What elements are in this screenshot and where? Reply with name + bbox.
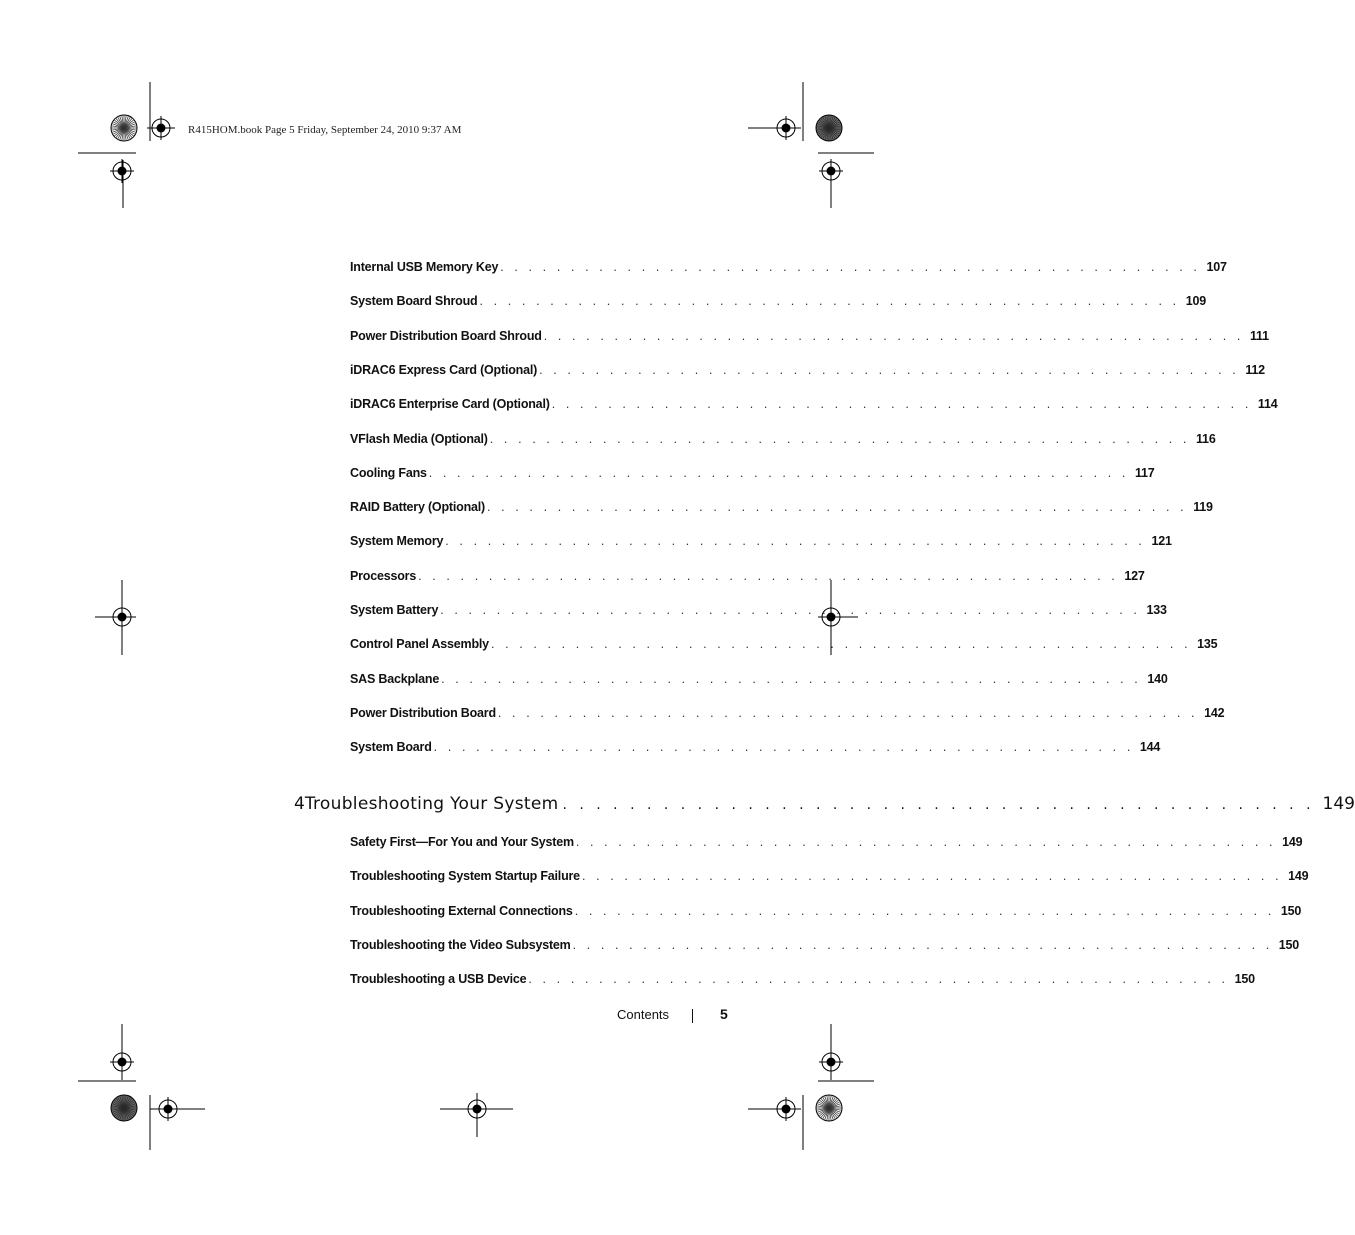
toc-entry[interactable] bbox=[350, 568, 1145, 587]
dot-leader: . . . . . . . . . . . . . . . . . . . . . . . . . . . . . . . . . . . . . . . . . . . . . . . . . . bbox=[418, 568, 1119, 583]
dot-leader: . . . . . . . . . . . . . . . . . . . . . . . . . . . . . . . . . . . . . . . . . . . . . . . . . . bbox=[487, 500, 1188, 515]
footer-page-number: 5 bbox=[720, 1006, 728, 1022]
dot-leader: . . . . . . . . . . . . . . . . . . . . . . . . . . . . . . . . . . . . . . . . . . . . . bbox=[562, 797, 1315, 813]
toc-entry-page: 116 bbox=[1196, 431, 1216, 446]
print-slug-line: R415HOM.book Page 5 Friday, September 24, 2010 9:37 AM bbox=[188, 124, 462, 136]
toc-entry[interactable] bbox=[350, 362, 1265, 381]
dot-leader: . . . . . . . . . . . . . . . . . . . . . . . . . . . . . . . . . . . . . . . . . . . . . . . . . . bbox=[528, 972, 1229, 987]
toc-entry[interactable] bbox=[350, 603, 1167, 621]
toc-entry-page: 107 bbox=[1206, 260, 1227, 274]
toc-entry-title: System Battery bbox=[350, 603, 439, 617]
toc-entry-page: 111 bbox=[1249, 328, 1269, 343]
dot-leader: . . . . . . . . . . . . . . . . . . . . . . . . . . . . . . . . . . . . . . . . . . . . . . . . . . bbox=[441, 671, 1142, 686]
toc-entry-title: System Board Shroud bbox=[350, 294, 478, 309]
dot-leader: . . . . . . . . . . . . . . . . . . . . . . . . . . . . . . . . . . . . . . . . . . . . . . . . . . bbox=[440, 603, 1141, 617]
toc-entry-title: Control Panel Assembly bbox=[350, 637, 489, 652]
toc-entry[interactable] bbox=[350, 500, 1213, 518]
toc-entry-page: 121 bbox=[1151, 534, 1172, 549]
dot-leader: . . . . . . . . . . . . . . . . . . . . . . . . . . . . . . . . . . . . . . . . . . . . . . . . . . bbox=[433, 740, 1134, 755]
toc-entry-title: System Memory bbox=[350, 534, 444, 549]
toc-entry[interactable] bbox=[350, 465, 1155, 484]
dot-leader: . . . . . . . . . . . . . . . . . . . . . . . . . . . . . . . . . . . . . . . . . . . . . . . . . . bbox=[551, 397, 1252, 412]
toc-entry-title: Power Distribution Board bbox=[350, 705, 496, 720]
chapter-title: Troubleshooting Your System bbox=[304, 794, 559, 814]
chapter-page: 149 bbox=[1322, 794, 1355, 814]
toc-entry-page: 140 bbox=[1147, 671, 1168, 686]
footer-section-label: Contents bbox=[617, 1007, 670, 1022]
toc-entry[interactable] bbox=[350, 705, 1225, 724]
toc-entry-page: 135 bbox=[1197, 637, 1218, 652]
dot-leader: . . . . . . . . . . . . . . . . . . . . . . . . . . . . . . . . . . . . . . . . . . . . . . . . . . bbox=[490, 637, 1192, 652]
dot-leader: . . . . . . . . . . . . . . . . . . . . . . . . . . . . . . . . . . . . . . . . . . . . . . . . . . bbox=[489, 431, 1190, 446]
dot-leader: . . . . . . . . . . . . . . . . . . . . . . . . . . . . . . . . . . . . . . . . . . . . . . . . . . bbox=[445, 534, 1146, 549]
toc-entry[interactable] bbox=[350, 294, 1206, 312]
toc-entry-title: iDRAC6 Enterprise Card (Optional) bbox=[350, 397, 550, 412]
toc-entry-title: Troubleshooting External Connections bbox=[350, 903, 573, 918]
toc-entry-title: Troubleshooting the Video Subsystem bbox=[350, 937, 571, 952]
toc-entry-title: iDRAC6 Express Card (Optional) bbox=[350, 362, 538, 377]
toc-chapter-heading[interactable] bbox=[294, 794, 1355, 818]
toc-entry-title: RAID Battery (Optional) bbox=[350, 500, 485, 515]
toc-entry[interactable] bbox=[350, 740, 1161, 758]
toc-entry-title: VFlash Media (Optional) bbox=[350, 431, 488, 446]
toc-entry-page: 150 bbox=[1278, 937, 1300, 952]
toc-entry-page: 149 bbox=[1288, 869, 1309, 884]
dot-leader: . . . . . . . . . . . . . . . . . . . . . . . . . . . . . . . . . . . . . . . . . . . . . . . . . . bbox=[539, 362, 1240, 377]
toc-entry[interactable] bbox=[350, 431, 1216, 450]
toc-entry[interactable] bbox=[350, 972, 1255, 990]
dot-leader: . . . . . . . . . . . . . . . . . . . . . . . . . . . . . . . . . . . . . . . . . . . . . . . . . . bbox=[581, 869, 1283, 884]
toc-entry[interactable] bbox=[350, 671, 1168, 690]
toc-entry-page: 114 bbox=[1257, 397, 1278, 412]
toc-entry-title: Internal USB Memory Key bbox=[350, 260, 499, 274]
toc-entry-page: 142 bbox=[1204, 705, 1225, 720]
toc-entry-title: Power Distribution Board Shroud bbox=[350, 328, 542, 343]
dot-leader: . . . . . . . . . . . . . . . . . . . . . . . . . . . . . . . . . . . . . . . . . . . . . . . . . . bbox=[500, 260, 1201, 274]
toc-entry-page: 127 bbox=[1124, 568, 1145, 583]
dot-leader: . . . . . . . . . . . . . . . . . . . . . . . . . . . . . . . . . . . . . . . . . . . . . . . . . . bbox=[479, 294, 1180, 309]
toc-entry[interactable] bbox=[350, 534, 1172, 552]
toc-entry-title: Troubleshooting a USB Device bbox=[350, 972, 527, 987]
dot-leader: . . . . . . . . . . . . . . . . . . . . . . . . . . . . . . . . . . . . . . . . . . . . . . . . . . bbox=[497, 705, 1199, 720]
toc-entry-title: SAS Backplane bbox=[350, 671, 440, 686]
toc-entry[interactable] bbox=[350, 869, 1309, 887]
toc-entry-page: 109 bbox=[1185, 294, 1206, 309]
footer-divider bbox=[692, 1009, 693, 1023]
dot-leader: . . . . . . . . . . . . . . . . . . . . . . . . . . . . . . . . . . . . . . . . . . . . . . . . . . bbox=[428, 465, 1129, 480]
toc-entry-page: 112 bbox=[1245, 362, 1265, 377]
toc-entry-page: 150 bbox=[1280, 903, 1302, 918]
chapter-number: 4 bbox=[294, 794, 305, 814]
dot-leader: . . . . . . . . . . . . . . . . . . . . . . . . . . . . . . . . . . . . . . . . . . . . . . . . . . bbox=[575, 835, 1277, 849]
toc-entry-page: 144 bbox=[1139, 740, 1161, 755]
toc-entry-title: Troubleshooting System Startup Failure bbox=[350, 869, 580, 884]
toc-entry-title: Cooling Fans bbox=[350, 465, 427, 480]
toc-entry-title: System Board bbox=[350, 740, 432, 755]
toc-entry[interactable] bbox=[350, 328, 1269, 347]
toc-entry[interactable] bbox=[350, 903, 1302, 922]
toc-entry[interactable] bbox=[350, 937, 1300, 956]
toc-entry[interactable] bbox=[350, 260, 1227, 278]
toc-entry-page: 133 bbox=[1146, 603, 1167, 617]
dot-leader: . . . . . . . . . . . . . . . . . . . . . . . . . . . . . . . . . . . . . . . . . . . . . . . . . . bbox=[543, 328, 1244, 343]
toc-entry-page: 150 bbox=[1234, 972, 1255, 987]
toc-entry[interactable] bbox=[350, 397, 1278, 415]
toc-entry-title: Processors bbox=[350, 568, 417, 583]
dot-leader: . . . . . . . . . . . . . . . . . . . . . . . . . . . . . . . . . . . . . . . . . . . . . . . . . . bbox=[574, 903, 1275, 918]
dot-leader: . . . . . . . . . . . . . . . . . . . . . . . . . . . . . . . . . . . . . . . . . . . . . . . . . . bbox=[572, 937, 1273, 952]
toc-entry[interactable] bbox=[350, 835, 1303, 853]
toc-entry-page: 119 bbox=[1193, 500, 1213, 515]
toc-entry-page: 117 bbox=[1134, 465, 1155, 480]
toc-entry-title: Safety First—For You and Your System bbox=[350, 835, 574, 849]
toc-entry-page: 149 bbox=[1282, 835, 1303, 849]
toc-entry[interactable] bbox=[350, 637, 1218, 655]
